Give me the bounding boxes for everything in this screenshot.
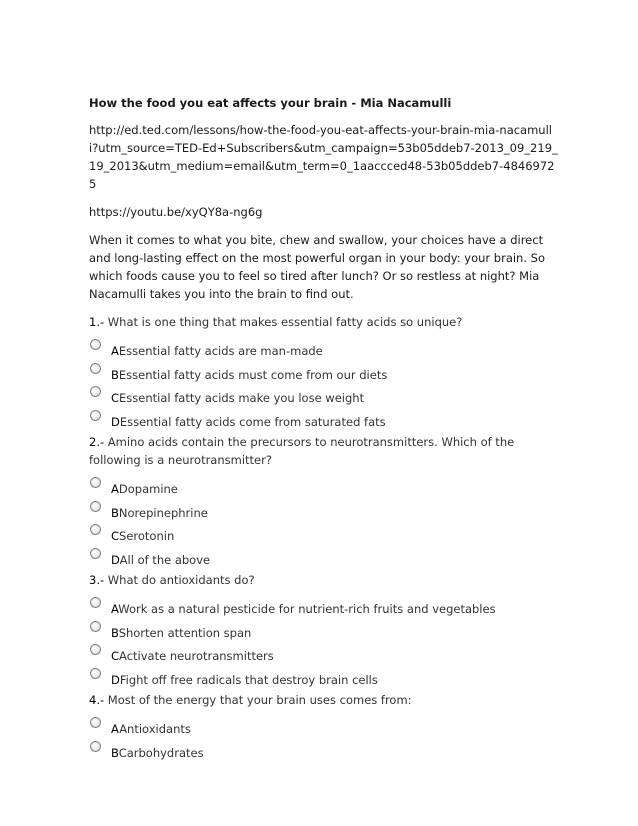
option-letter: A bbox=[111, 482, 119, 496]
question-text bbox=[89, 313, 559, 331]
option-label bbox=[111, 391, 364, 405]
option-letter: D bbox=[111, 414, 120, 429]
question-block bbox=[89, 571, 559, 691]
answer-option[interactable] bbox=[89, 410, 559, 434]
option-text: Essential fatty acids must come from our diets bbox=[118, 367, 388, 382]
radio-button-icon[interactable] bbox=[90, 644, 101, 655]
answer-options bbox=[89, 339, 559, 433]
radio-button-icon[interactable] bbox=[90, 363, 101, 374]
radio-button-icon[interactable] bbox=[90, 339, 101, 350]
answer-option[interactable] bbox=[89, 363, 559, 387]
option-letter: D bbox=[111, 552, 120, 567]
option-label bbox=[111, 626, 251, 640]
option-letter: A bbox=[111, 344, 119, 358]
option-letter: A bbox=[111, 722, 120, 736]
question-block bbox=[89, 313, 559, 433]
radio-button-icon[interactable] bbox=[90, 717, 101, 728]
option-text: Work as a natural pesticide for nutrient-rich fruits and vegetables bbox=[118, 602, 496, 616]
question-number: 2.- bbox=[89, 435, 105, 449]
radio-button-icon[interactable] bbox=[90, 524, 101, 535]
option-text: Norepinephrine bbox=[118, 505, 208, 520]
option-text: Carbohydrates bbox=[118, 745, 204, 760]
answer-option[interactable] bbox=[89, 477, 559, 501]
option-letter: C bbox=[111, 391, 120, 405]
answer-option[interactable] bbox=[89, 644, 559, 668]
radio-button-icon[interactable] bbox=[90, 386, 101, 397]
radio-button-icon[interactable] bbox=[90, 597, 101, 608]
answer-option[interactable] bbox=[89, 621, 559, 645]
youtube-link[interactable]: https://youtu.be/xyQY8a-ng6g bbox=[89, 205, 263, 219]
lesson-title: How the food you eat affects your brain - Mia Nacamulli bbox=[89, 96, 452, 110]
answer-option[interactable] bbox=[89, 386, 559, 410]
quiz-questions bbox=[89, 313, 559, 764]
option-label bbox=[111, 482, 178, 496]
option-label bbox=[111, 506, 208, 520]
radio-button-icon[interactable] bbox=[90, 410, 101, 421]
radio-button-icon[interactable] bbox=[90, 477, 101, 488]
question-label: What do antioxidants do? bbox=[104, 573, 255, 587]
option-label bbox=[111, 722, 191, 736]
option-label bbox=[111, 649, 274, 663]
answer-option[interactable] bbox=[89, 339, 559, 363]
option-letter: A bbox=[111, 602, 119, 616]
option-label bbox=[111, 746, 204, 760]
option-letter: C bbox=[111, 529, 120, 543]
question-text bbox=[89, 571, 559, 589]
option-text: Essential fatty acids make you lose weight bbox=[119, 391, 365, 405]
option-label bbox=[111, 553, 210, 567]
intro-paragraph: When it comes to what you bite, chew and swallow, your choices have a direct and long-lasting effect on the most powerful organ in your body: your brain. So which foods cause you to feel so tired after lunch? Or so restless at night? Mia Nacamulli takes you into the brain to find out. bbox=[89, 233, 545, 301]
option-text: Serotonin bbox=[119, 529, 175, 543]
option-text: Fight off free radicals that destroy brain cells bbox=[119, 672, 378, 687]
answer-option[interactable] bbox=[89, 597, 559, 621]
radio-button-icon[interactable] bbox=[90, 501, 101, 512]
option-label bbox=[111, 368, 387, 382]
option-label bbox=[111, 529, 174, 543]
answer-option[interactable] bbox=[89, 741, 559, 765]
radio-button-icon[interactable] bbox=[90, 548, 101, 559]
question-label: Most of the energy that your brain uses comes from: bbox=[104, 693, 412, 707]
ted-lesson-link[interactable]: http://ed.ted.com/lessons/how-the-food-you-eat-affects-your-brain-mia-nacamulli?utm_source=TED-Ed+Subscribers&utm_campaign=53b05ddeb7-2013_09_219_19_2013&utm_medium=email&utm_term=0_1aaccced48-53b05ddeb7-48469725 bbox=[89, 123, 558, 191]
document-content bbox=[89, 96, 559, 764]
answer-option[interactable] bbox=[89, 524, 559, 548]
question-number: 4.- bbox=[89, 693, 105, 707]
option-label bbox=[111, 602, 496, 616]
option-letter: B bbox=[111, 625, 119, 640]
question-block bbox=[89, 691, 559, 764]
answer-option[interactable] bbox=[89, 548, 559, 572]
option-label bbox=[111, 344, 323, 358]
question-text bbox=[89, 433, 559, 469]
question-number: 3.- bbox=[89, 573, 105, 587]
option-letter: D bbox=[111, 672, 120, 687]
answer-option[interactable] bbox=[89, 501, 559, 525]
answer-options bbox=[89, 597, 559, 691]
radio-button-icon[interactable] bbox=[90, 621, 101, 632]
option-text: Antioxidants bbox=[119, 722, 191, 736]
radio-button-icon[interactable] bbox=[90, 741, 101, 752]
answer-options bbox=[89, 717, 559, 764]
question-number: 1.- bbox=[89, 315, 105, 329]
option-label bbox=[111, 415, 386, 429]
radio-button-icon[interactable] bbox=[90, 668, 101, 679]
answer-option[interactable] bbox=[89, 668, 559, 692]
option-text: Shorten attention span bbox=[118, 625, 252, 640]
option-text: Activate neurotransmitters bbox=[119, 649, 274, 663]
option-text: Essential fatty acids come from saturated fats bbox=[119, 414, 386, 429]
option-letter: B bbox=[111, 745, 119, 760]
question-label: What is one thing that makes essential fatty acids so unique? bbox=[104, 315, 463, 329]
question-text bbox=[89, 691, 559, 709]
option-letter: B bbox=[111, 505, 119, 520]
option-text: Essential fatty acids are man-made bbox=[118, 344, 323, 358]
option-label bbox=[111, 673, 378, 687]
question-block bbox=[89, 433, 559, 571]
option-text: All of the above bbox=[119, 552, 211, 567]
answer-options bbox=[89, 477, 559, 571]
option-letter: B bbox=[111, 367, 119, 382]
answer-option[interactable] bbox=[89, 717, 559, 741]
question-label: Amino acids contain the precursors to neurotransmitters. Which of the following is a neurotransmitter? bbox=[89, 435, 515, 467]
option-text: Dopamine bbox=[118, 482, 178, 496]
option-letter: C bbox=[111, 649, 120, 663]
